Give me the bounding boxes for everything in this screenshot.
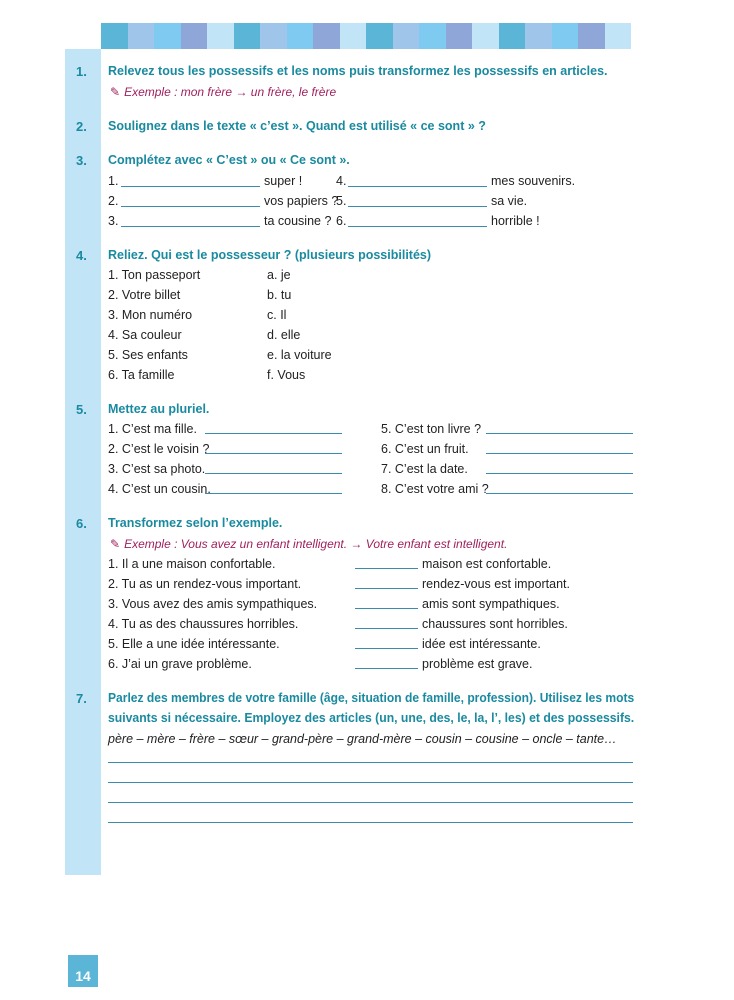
match-left-item: 5. Ses enfants [108,348,188,362]
header-color-square [366,23,393,49]
header-color-square [287,23,314,49]
item-text: maison est confortable. [422,557,552,571]
item-number: 2. [108,194,119,208]
item-text: 3. Vous avez des amis sympathiques. [108,597,318,611]
item-text: 6. C’est un fruit. [381,442,469,456]
answer-blank[interactable] [355,568,418,569]
exercise-instruction: Soulignez dans le texte « c’est ». Quand est utilisé « ce sont » ? [108,119,486,133]
header-color-square [499,23,526,49]
item-text: 5. Elle a une idée intéressante. [108,637,280,651]
word-list: père – mère – frère – sœur – grand-père – grand-mère – cousin – cousine – oncle – tante… [108,732,617,746]
header-color-strip [101,23,631,49]
left-sidebar-band [65,49,101,875]
exercise-example [110,537,507,551]
writing-line[interactable] [108,822,633,823]
match-right-item: f. Vous [267,368,306,382]
example-text: Exemple : mon frère → un frère, le frère [124,85,337,99]
item-text: 2. Tu as un rendez-vous important. [108,577,302,591]
header-color-square [472,23,499,49]
match-right-item: c. Il [267,308,287,322]
match-right-item: d. elle [267,328,301,342]
header-color-square [578,23,605,49]
match-left-item: 4. Sa couleur [108,328,182,342]
item-number: 6. [336,214,347,228]
header-color-square [313,23,340,49]
exercise-number: 6. [76,516,87,531]
match-left-item: 2. Votre billet [108,288,181,302]
item-text: 1. C’est ma fille. [108,422,197,436]
exercise-instruction: Mettez au pluriel. [108,402,210,416]
answer-blank[interactable] [205,453,342,454]
header-color-square [605,23,632,49]
item-text: 5. C’est ton livre ? [381,422,482,436]
item-text: 8. C’est votre ami ? [381,482,489,496]
item-number: 3. [108,214,119,228]
item-text: ta cousine ? [264,214,332,228]
item-text: 7. C’est la date. [381,462,468,476]
match-left-item: 3. Mon numéro [108,308,193,322]
writing-line[interactable] [108,782,633,783]
writing-line[interactable] [108,762,633,763]
answer-blank[interactable] [486,453,633,454]
match-right-item: a. je [267,268,291,282]
item-text: idée est intéressante. [422,637,541,651]
answer-blank[interactable] [348,206,487,207]
exercise-instruction: Complétez avec « C’est » ou « Ce sont ». [108,153,350,167]
answer-blank[interactable] [348,186,487,187]
exercise-instruction: Transformez selon l’exemple. [108,516,283,530]
pencil-icon: ✎ [110,85,121,99]
item-text: problème est grave. [422,657,533,671]
item-text: 4. Tu as des chaussures horribles. [108,617,299,631]
example-text: Exemple : Vous avez un enfant intelligent. → Votre enfant est intelligent. [124,537,508,551]
header-color-square [419,23,446,49]
item-number: 4. [336,174,347,188]
header-color-square [234,23,261,49]
item-number: 1. [108,174,119,188]
item-text: 3. C’est sa photo. [108,462,206,476]
header-color-square [552,23,579,49]
exercise-number: 5. [76,402,87,417]
answer-blank[interactable] [355,668,418,669]
pencil-icon: ✎ [110,537,121,551]
exercise-number: 4. [76,248,87,263]
exercise-instruction: Relevez tous les possessifs et les noms puis transformez les possessifs en articles. [108,64,608,78]
header-color-square [101,23,128,49]
answer-blank[interactable] [121,206,260,207]
exercise-instruction: Reliez. Qui est le possesseur ? (plusieurs possibilités) [108,248,432,262]
answer-blank[interactable] [486,473,633,474]
header-color-square [393,23,420,49]
exercise-number: 3. [76,153,87,168]
page-number: 14 [68,955,98,987]
item-text: 4. C’est un cousin. [108,482,211,496]
exercise-example [110,85,336,99]
answer-blank[interactable] [486,493,633,494]
match-right-item: e. la voiture [267,348,332,362]
item-text: 1. Il a une maison confortable. [108,557,276,571]
exercise-instruction: Parlez des membres de votre famille (âge, situation de famille, profession). Utilisez les mots [108,691,635,705]
answer-blank[interactable] [355,608,418,609]
item-text: horrible ! [491,214,540,228]
header-color-square [525,23,552,49]
header-color-square [181,23,208,49]
item-text: vos papiers ? [264,194,339,208]
answer-blank[interactable] [121,186,260,187]
item-text: chaussures sont horribles. [422,617,568,631]
answer-blank[interactable] [205,493,342,494]
exercise-number: 7. [76,691,87,706]
exercise-instruction: suivants si nécessaire. Employez des articles (un, une, des, le, la, l’, les) et des possessifs. [108,711,635,725]
item-text: super ! [264,174,303,188]
item-text: mes souvenirs. [491,174,576,188]
header-color-square [446,23,473,49]
header-color-square [154,23,181,49]
match-right-item: b. tu [267,288,292,302]
answer-blank[interactable] [355,648,418,649]
item-text: 6. J’ai un grave problème. [108,657,252,671]
match-left-item: 1. Ton passeport [108,268,201,282]
item-text: amis sont sympathiques. [422,597,560,611]
answer-blank[interactable] [348,226,487,227]
item-text: sa vie. [491,194,528,208]
item-number: 5. [336,194,347,208]
match-left-item: 6. Ta famille [108,368,175,382]
item-text: 2. C’est le voisin ? [108,442,210,456]
header-color-square [340,23,367,49]
answer-blank[interactable] [121,226,260,227]
answer-blank[interactable] [205,473,342,474]
exercise-number: 1. [76,64,87,79]
exercise-number: 2. [76,119,87,134]
answer-blank[interactable] [486,433,633,434]
answer-blank[interactable] [355,588,418,589]
writing-line[interactable] [108,802,633,803]
answer-blank[interactable] [355,628,418,629]
header-color-square [128,23,155,49]
header-color-square [260,23,287,49]
header-color-square [207,23,234,49]
answer-blank[interactable] [205,433,342,434]
item-text: rendez-vous est important. [422,577,570,591]
